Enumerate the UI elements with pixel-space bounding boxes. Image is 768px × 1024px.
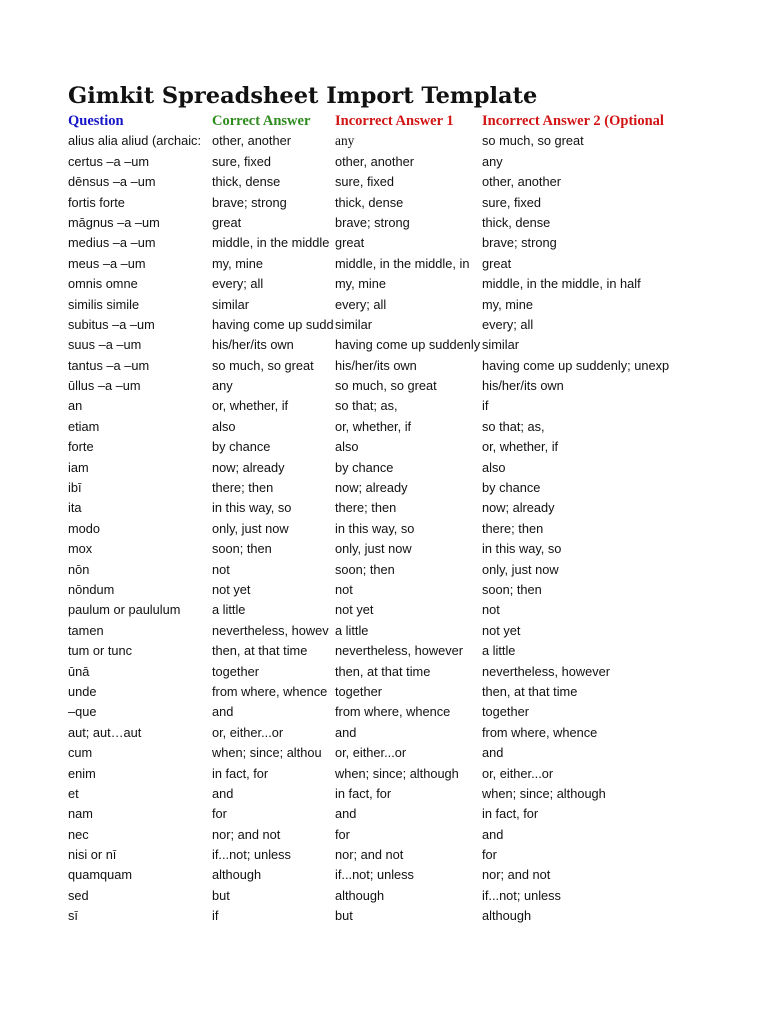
correct-answer-cell: middle, in the middle	[212, 235, 330, 251]
table-row	[68, 662, 768, 682]
incorrect-answer-1-cell: not	[335, 581, 353, 597]
incorrect-answer-2-cell: middle, in the middle, in half	[482, 276, 641, 292]
table-row	[68, 845, 768, 865]
table-row	[68, 233, 768, 253]
table-row	[68, 396, 768, 416]
table-row	[68, 417, 768, 437]
question-cell: dēnsus –a –um	[68, 174, 156, 190]
correct-answer-cell: when; since; althou	[212, 745, 322, 761]
question-cell: māgnus –a –um	[68, 214, 160, 230]
header-incorrect-answer-1: Incorrect Answer 1	[335, 113, 454, 129]
incorrect-answer-1-cell: also	[335, 439, 359, 455]
question-cell: certus –a –um	[68, 153, 150, 169]
incorrect-answer-2-cell: great	[482, 255, 512, 271]
correct-answer-cell: his/her/its own	[212, 337, 294, 353]
incorrect-answer-1-cell: my, mine	[335, 276, 386, 292]
table-row	[68, 295, 768, 315]
table-row	[68, 274, 768, 294]
correct-answer-cell: thick, dense	[212, 174, 281, 190]
incorrect-answer-1-cell: middle, in the middle, in	[335, 255, 470, 271]
incorrect-answer-1-cell: soon; then	[335, 561, 395, 577]
question-cell: ūllus –a –um	[68, 378, 141, 394]
question-cell: nam	[68, 806, 93, 822]
table-row	[68, 152, 768, 172]
incorrect-answer-2-cell: together	[482, 704, 529, 720]
table-row	[68, 172, 768, 192]
incorrect-answer-2-cell: sure, fixed	[482, 194, 542, 210]
incorrect-answer-2-cell: not yet	[482, 622, 521, 638]
incorrect-answer-2-cell: by chance	[482, 480, 541, 496]
question-cell: aut; aut…aut	[68, 724, 142, 740]
incorrect-answer-1-cell: similar	[335, 316, 372, 332]
table-row	[68, 886, 768, 906]
question-cell: –que	[68, 704, 97, 720]
question-cell: fortis forte	[68, 194, 125, 210]
correct-answer-cell: great	[212, 214, 242, 230]
incorrect-answer-1-cell: now; already	[335, 480, 408, 496]
correct-answer-cell: nor; and not	[212, 826, 281, 842]
incorrect-answer-1-cell: thick, dense	[335, 194, 404, 210]
correct-answer-cell: although	[212, 867, 262, 883]
incorrect-answer-1-cell: his/her/its own	[335, 357, 417, 373]
correct-answer-cell: so much, so great	[212, 357, 314, 373]
correct-answer-cell: together	[212, 663, 259, 679]
incorrect-answer-2-cell: there; then	[482, 520, 544, 536]
incorrect-answer-1-cell: there; then	[335, 500, 397, 516]
incorrect-answer-2-cell: his/her/its own	[482, 378, 564, 394]
table-row	[68, 131, 768, 151]
question-cell: cum	[68, 745, 93, 761]
question-cell: paulum or paululum	[68, 602, 181, 618]
table-row	[68, 825, 768, 845]
table-row	[68, 376, 768, 396]
header-incorrect-answer-2: Incorrect Answer 2 (Optional	[482, 113, 664, 129]
incorrect-answer-1-cell: a little	[335, 622, 369, 638]
table-row	[68, 498, 768, 518]
correct-answer-cell: similar	[212, 296, 249, 312]
incorrect-answer-1-cell: from where, whence	[335, 704, 451, 720]
question-cell: forte	[68, 439, 94, 455]
question-cell: similis simile	[68, 296, 140, 312]
incorrect-answer-1-cell: sure, fixed	[335, 174, 395, 190]
correct-answer-cell: now; already	[212, 459, 285, 475]
correct-answer-cell: also	[212, 418, 236, 434]
incorrect-answer-1-cell: so much, so great	[335, 378, 437, 394]
correct-answer-cell: then, at that time	[212, 643, 308, 659]
incorrect-answer-2-cell: in fact, for	[482, 806, 539, 822]
correct-answer-cell: not	[212, 561, 230, 577]
correct-answer-cell: having come up sudd	[212, 316, 334, 332]
table-row	[68, 906, 768, 926]
correct-answer-cell: and	[212, 785, 234, 801]
incorrect-answer-1-cell: so that; as,	[335, 398, 398, 414]
question-cell: an	[68, 398, 83, 414]
incorrect-answer-1-cell: when; since; although	[335, 765, 459, 781]
header-question: Question	[68, 113, 124, 129]
incorrect-answer-1-cell: then, at that time	[335, 663, 431, 679]
table-row	[68, 682, 768, 702]
incorrect-answer-2-cell: soon; then	[482, 581, 542, 597]
incorrect-answer-1-cell: although	[335, 887, 385, 903]
question-cell: nisi or nī	[68, 847, 117, 863]
table-row	[68, 458, 768, 478]
table-row	[68, 437, 768, 457]
incorrect-answer-2-cell: if...not; unless	[482, 887, 561, 903]
correct-answer-cell: only, just now	[212, 520, 289, 536]
correct-answer-cell: brave; strong	[212, 194, 287, 210]
incorrect-answer-2-cell: any	[482, 153, 503, 169]
question-cell: tamen	[68, 622, 104, 638]
question-cell: mox	[68, 541, 93, 557]
incorrect-answer-1-cell: every; all	[335, 296, 387, 312]
incorrect-answer-2-cell: nor; and not	[482, 867, 551, 883]
incorrect-answer-2-cell: for	[482, 847, 497, 863]
incorrect-answer-1-cell: but	[335, 908, 353, 924]
incorrect-answer-2-cell: other, another	[482, 174, 561, 190]
question-cell: ita	[68, 500, 82, 516]
table-row	[68, 784, 768, 804]
incorrect-answer-1-cell: brave; strong	[335, 214, 410, 230]
incorrect-answer-2-cell: thick, dense	[482, 214, 551, 230]
table-row	[68, 193, 768, 213]
table-body	[68, 131, 768, 926]
question-cell: sed	[68, 887, 89, 903]
table-row	[68, 641, 768, 661]
correct-answer-cell: and	[212, 704, 234, 720]
incorrect-answer-1-cell: and	[335, 806, 357, 822]
table-row	[68, 580, 768, 600]
table-row	[68, 213, 768, 233]
incorrect-answer-1-cell: other, another	[335, 153, 414, 169]
incorrect-answer-2-cell: having come up suddenly; unexp	[482, 357, 670, 373]
question-cell: nōn	[68, 561, 90, 577]
table-row	[68, 723, 768, 743]
table-row	[68, 519, 768, 539]
table-row	[68, 865, 768, 885]
correct-answer-cell: or, whether, if	[212, 398, 289, 414]
incorrect-answer-1-cell: together	[335, 683, 382, 699]
incorrect-answer-1-cell: and	[335, 724, 357, 740]
correct-answer-cell: if	[212, 908, 219, 924]
correct-answer-cell: in fact, for	[212, 765, 269, 781]
question-cell: et	[68, 785, 79, 801]
table-row	[68, 356, 768, 376]
question-cell: nec	[68, 826, 89, 842]
incorrect-answer-1-cell: or, whether, if	[335, 418, 412, 434]
question-cell: suus –a –um	[68, 337, 142, 353]
correct-answer-cell: sure, fixed	[212, 153, 272, 169]
correct-answer-cell: any	[212, 378, 233, 394]
incorrect-answer-1-cell: if...not; unless	[335, 867, 414, 883]
question-cell: alius alia aliud (archaic:	[68, 133, 202, 149]
correct-answer-cell: but	[212, 887, 230, 903]
correct-answer-cell: a little	[212, 602, 246, 618]
incorrect-answer-2-cell: or, whether, if	[482, 439, 559, 455]
incorrect-answer-2-cell: so that; as,	[482, 418, 545, 434]
question-cell: tum or tunc	[68, 643, 133, 659]
incorrect-answer-2-cell: nevertheless, however	[482, 663, 611, 679]
header-row	[68, 111, 768, 131]
table-row	[68, 621, 768, 641]
incorrect-answer-2-cell: brave; strong	[482, 235, 557, 251]
incorrect-answer-1-cell: for	[335, 826, 350, 842]
question-cell: etiam	[68, 418, 100, 434]
table-row	[68, 335, 768, 355]
answer-table	[68, 111, 768, 927]
incorrect-answer-2-cell: and	[482, 826, 504, 842]
table-row	[68, 600, 768, 620]
incorrect-answer-2-cell: if	[482, 398, 489, 414]
incorrect-answer-2-cell: although	[482, 908, 532, 924]
question-cell: quamquam	[68, 867, 133, 883]
incorrect-answer-2-cell: every; all	[482, 316, 534, 332]
incorrect-answer-2-cell: only, just now	[482, 561, 559, 577]
table-row	[68, 315, 768, 335]
question-cell: unde	[68, 683, 97, 699]
correct-answer-cell: other, another	[212, 133, 291, 149]
question-cell: modo	[68, 520, 101, 536]
incorrect-answer-2-cell: not	[482, 602, 500, 618]
incorrect-answer-1-cell: by chance	[335, 459, 394, 475]
question-cell: medius –a –um	[68, 235, 156, 251]
correct-answer-cell: for	[212, 806, 227, 822]
correct-answer-cell: if...not; unless	[212, 847, 291, 863]
incorrect-answer-1-cell: only, just now	[335, 541, 412, 557]
incorrect-answer-2-cell: so much, so great	[482, 133, 584, 149]
table-row	[68, 478, 768, 498]
question-cell: sī	[68, 908, 78, 924]
incorrect-answer-2-cell: in this way, so	[482, 541, 562, 557]
question-cell: iam	[68, 459, 89, 475]
incorrect-answer-2-cell: then, at that time	[482, 683, 578, 699]
incorrect-answer-1-cell: nevertheless, however	[335, 643, 464, 659]
table-row	[68, 254, 768, 274]
question-cell: nōndum	[68, 581, 115, 597]
incorrect-answer-2-cell: when; since; although	[482, 785, 606, 801]
table-row	[68, 560, 768, 580]
incorrect-answer-1-cell: nor; and not	[335, 847, 404, 863]
question-cell: ūnā	[68, 663, 90, 679]
incorrect-answer-1-cell: having come up suddenly	[335, 337, 481, 353]
table-row	[68, 743, 768, 763]
incorrect-answer-2-cell: also	[482, 459, 506, 475]
correct-answer-cell: nevertheless, howev	[212, 622, 329, 638]
incorrect-answer-2-cell: similar	[482, 337, 519, 353]
incorrect-answer-2-cell: and	[482, 745, 504, 761]
correct-answer-cell: by chance	[212, 439, 271, 455]
correct-answer-cell: from where, whence	[212, 683, 328, 699]
correct-answer-cell: or, either...or	[212, 724, 284, 740]
correct-answer-cell: in this way, so	[212, 500, 292, 516]
question-cell: subitus –a –um	[68, 316, 155, 332]
incorrect-answer-2-cell: now; already	[482, 500, 555, 516]
table-row	[68, 539, 768, 559]
correct-answer-cell: not yet	[212, 581, 251, 597]
question-cell: meus –a –um	[68, 255, 146, 271]
incorrect-answer-1-cell: great	[335, 235, 365, 251]
correct-answer-cell: every; all	[212, 276, 264, 292]
question-cell: tantus –a –um	[68, 357, 150, 373]
correct-answer-cell: soon; then	[212, 541, 272, 557]
incorrect-answer-1-cell: any	[335, 133, 355, 149]
table-row	[68, 764, 768, 784]
correct-answer-cell: my, mine	[212, 255, 263, 271]
incorrect-answer-2-cell: or, either...or	[482, 765, 554, 781]
correct-answer-cell: there; then	[212, 480, 274, 496]
incorrect-answer-1-cell: in fact, for	[335, 785, 392, 801]
incorrect-answer-2-cell: my, mine	[482, 296, 533, 312]
question-cell: enim	[68, 765, 96, 781]
incorrect-answer-1-cell: or, either...or	[335, 745, 407, 761]
incorrect-answer-1-cell: in this way, so	[335, 520, 415, 536]
incorrect-answer-1-cell: not yet	[335, 602, 374, 618]
document-title: Gimkit Spreadsheet Import Template	[68, 83, 538, 109]
question-cell: omnis omne	[68, 276, 138, 292]
incorrect-answer-2-cell: a little	[482, 643, 516, 659]
question-cell: ibī	[68, 480, 82, 496]
table-row	[68, 804, 768, 824]
incorrect-answer-2-cell: from where, whence	[482, 724, 598, 740]
header-correct-answer: Correct Answer	[212, 113, 311, 129]
table-row	[68, 702, 768, 722]
